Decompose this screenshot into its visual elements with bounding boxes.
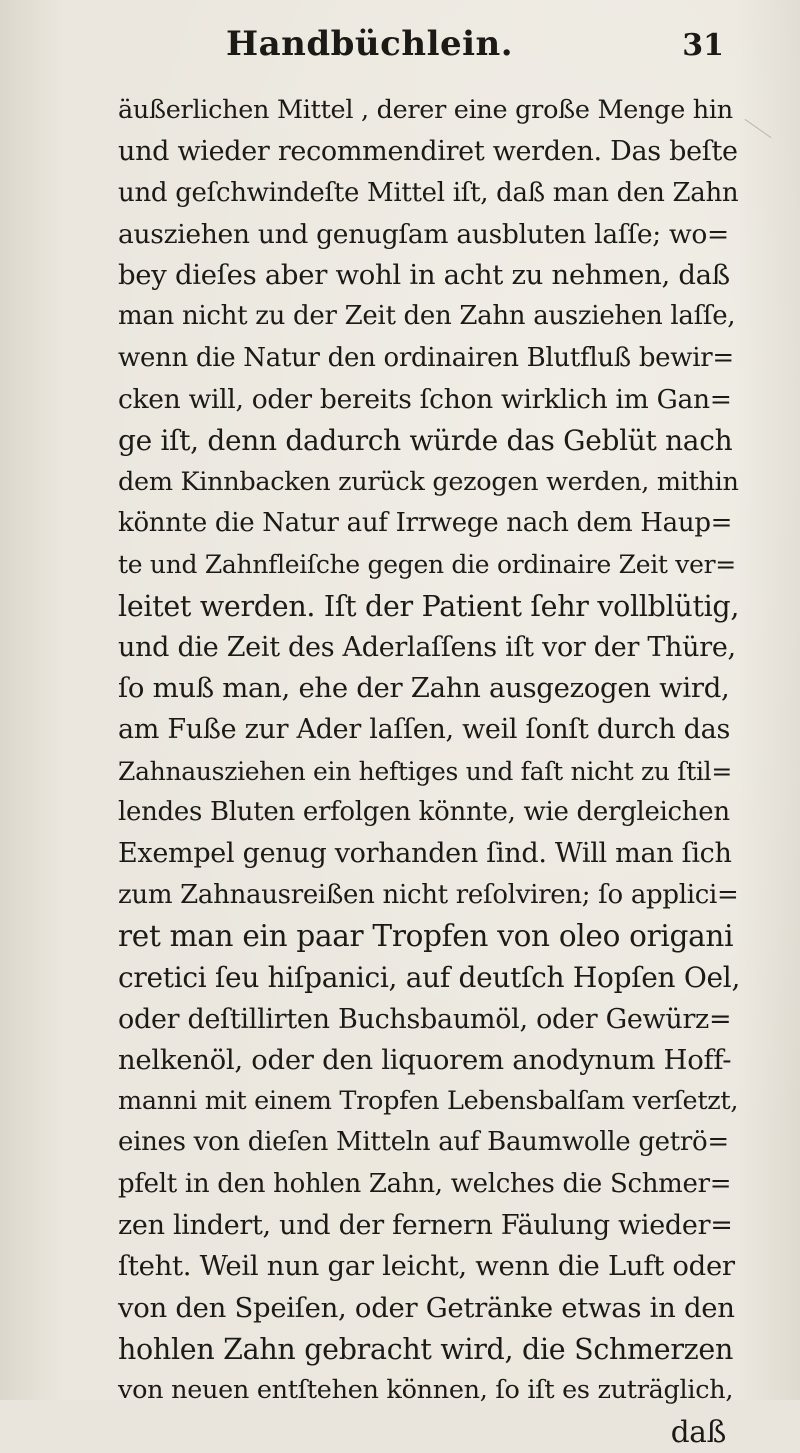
text-line: äußerlichen Mittel , derer eine große Menge hin <box>118 95 733 125</box>
text-line: Exempel genug vorhanden ſind. Will man ſich <box>118 838 732 870</box>
text-line: leitet werden. Iſt der Patient ſehr vollblütig, <box>118 589 740 623</box>
text-line: cretici ſeu hiſpanici, auf deutſch Hopſen Oel, <box>118 961 741 995</box>
text-line: te und Zahnfleiſche gegen die ordinaire Zeit ver= <box>118 550 736 580</box>
text-line: ausziehen und genugſam ausbluten laſſe; wo= <box>118 218 729 250</box>
text-line: von den Speiſen, oder Getränke etwas in den <box>118 1291 735 1324</box>
text-line: ſo muß man, ehe der Zahn ausgezogen wird, <box>118 672 730 705</box>
text-line: oder deſtillirten Buchsbaumöl, oder Gewürz= <box>118 1003 732 1035</box>
text-line: und die Zeit des Aderlaſſens iſt vor der Thüre, <box>118 631 736 663</box>
text-line: nelkenöl, oder den liquorem anodynum Hoff- <box>118 1043 732 1076</box>
text-line: ret man ein paar Tropfen von oleo origani <box>118 918 734 953</box>
text-line: manni mit einem Tropfen Lebensbalſam verſetzt, <box>118 1086 739 1117</box>
text-line: ge iſt, denn dadurch würde das Geblüt nach <box>118 424 733 458</box>
body-text <box>118 90 740 1453</box>
text-line: wenn die Natur den ordinairen Blutfluß bewir= <box>118 342 734 373</box>
text-line: und geſchwindeſte Mittel iſt, daß man den Zahn <box>118 177 739 208</box>
text-line: cken will, oder bereits ſchon wirklich im Gan= <box>118 384 732 416</box>
text-line: dem Kinnbacken zurück gezogen werden, mithin <box>118 466 739 497</box>
text-line: und wieder recommendiret werden. Das beſte <box>118 136 738 168</box>
text-line: man nicht zu der Zeit den Zahn ausziehen laſſe, <box>118 301 736 332</box>
running-title: Handbüchlein. <box>226 24 514 64</box>
text-line: bey dieſes aber wohl in acht zu nehmen, daß <box>118 259 730 292</box>
text-line: von neuen entſtehen können, ſo iſt es zuträglich, <box>118 1375 734 1406</box>
text-line: zen lindert, und der fernern Fäulung wieder= <box>118 1210 733 1242</box>
text-line: lendes Bluten erfolgen könnte, wie dergleichen <box>118 797 730 828</box>
text-line: am Fuße zur Ader laſſen, weil ſonſt durch das <box>118 714 731 746</box>
text-line: pfelt in den hohlen Zahn, welches die Schmer= <box>118 1168 732 1199</box>
text-line: ſteht. Weil nun gar leicht, wenn die Luft oder <box>118 1250 735 1283</box>
text-line: Zahnausziehen ein heftiges und faſt nicht zu ſtil= <box>118 756 733 786</box>
margin-pencil-mark <box>745 119 772 138</box>
text-line: zum Zahnausreißen nicht reſolviren; ſo applici= <box>118 879 739 910</box>
text-line: eines von dieſen Mitteln auf Baumwolle getrö= <box>118 1127 729 1158</box>
page-header <box>118 22 740 78</box>
page-number: 31 <box>682 28 724 63</box>
text-line: hohlen Zahn gebracht wird, die Schmerzen <box>118 1332 734 1366</box>
text-line: könnte die Natur auf Irrwege nach dem Haup= <box>118 507 733 538</box>
catchword: daß <box>670 1414 726 1449</box>
